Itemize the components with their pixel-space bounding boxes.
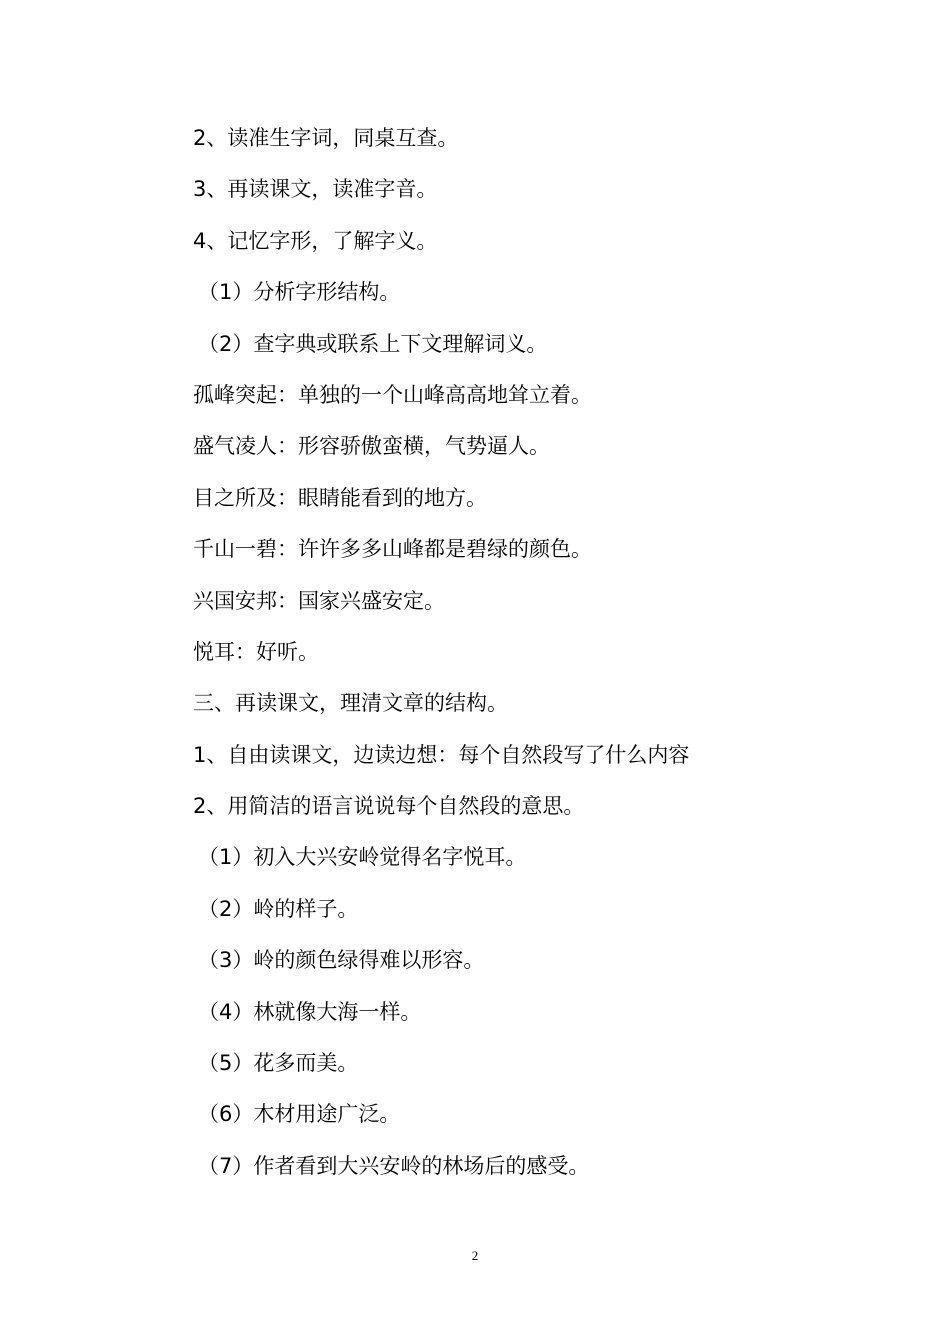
text-line: （3）岭的颜色绿得难以形容。 — [198, 948, 485, 973]
text-line: （2）查字典或联系上下文理解词义。 — [198, 331, 548, 356]
page-number: 2 — [471, 1248, 479, 1263]
text-line: 悦耳：好听。 — [193, 639, 319, 664]
text-line: 兴国安邦：国家兴盛安定。 — [193, 588, 445, 613]
text-line: （6）木材用途广泛。 — [198, 1102, 401, 1127]
text-line: 三、再读课文，理清文章的结构。 — [193, 691, 508, 716]
text-line: 4、记忆字形，了解字义。 — [193, 228, 438, 253]
text-line: （4）林就像大海一样。 — [198, 999, 422, 1024]
text-line: （1）分析字形结构。 — [198, 280, 401, 305]
text-line: 目之所及：眼睛能看到的地方。 — [193, 485, 487, 510]
text-line: （1）初入大兴安岭觉得名字悦耳。 — [198, 845, 527, 870]
text-line: 3、再读课文，读准字音。 — [193, 177, 438, 202]
text-line: 孤峰突起：单独的一个山峰高高地耸立着。 — [193, 382, 592, 407]
text-line: 2、读准生字词，同桌互查。 — [193, 126, 459, 150]
text-line: （2）岭的样子。 — [198, 896, 359, 921]
text-body — [193, 118, 793, 1197]
text-line: 千山一碧：许许多多山峰都是碧绿的颜色。 — [193, 537, 592, 562]
text-line: 1、自由读课文，边读边想：每个自然段写了什么内容 — [193, 742, 690, 767]
text-line: （5）花多而美。 — [198, 1051, 359, 1076]
text-line: （7）作者看到大兴安岭的林场后的感受。 — [198, 1153, 590, 1178]
text-line: 2、用简洁的语言说说每个自然段的意思。 — [193, 794, 585, 819]
text-line: 盛气凌人：形容骄傲蛮横，气势逼人。 — [193, 434, 550, 459]
